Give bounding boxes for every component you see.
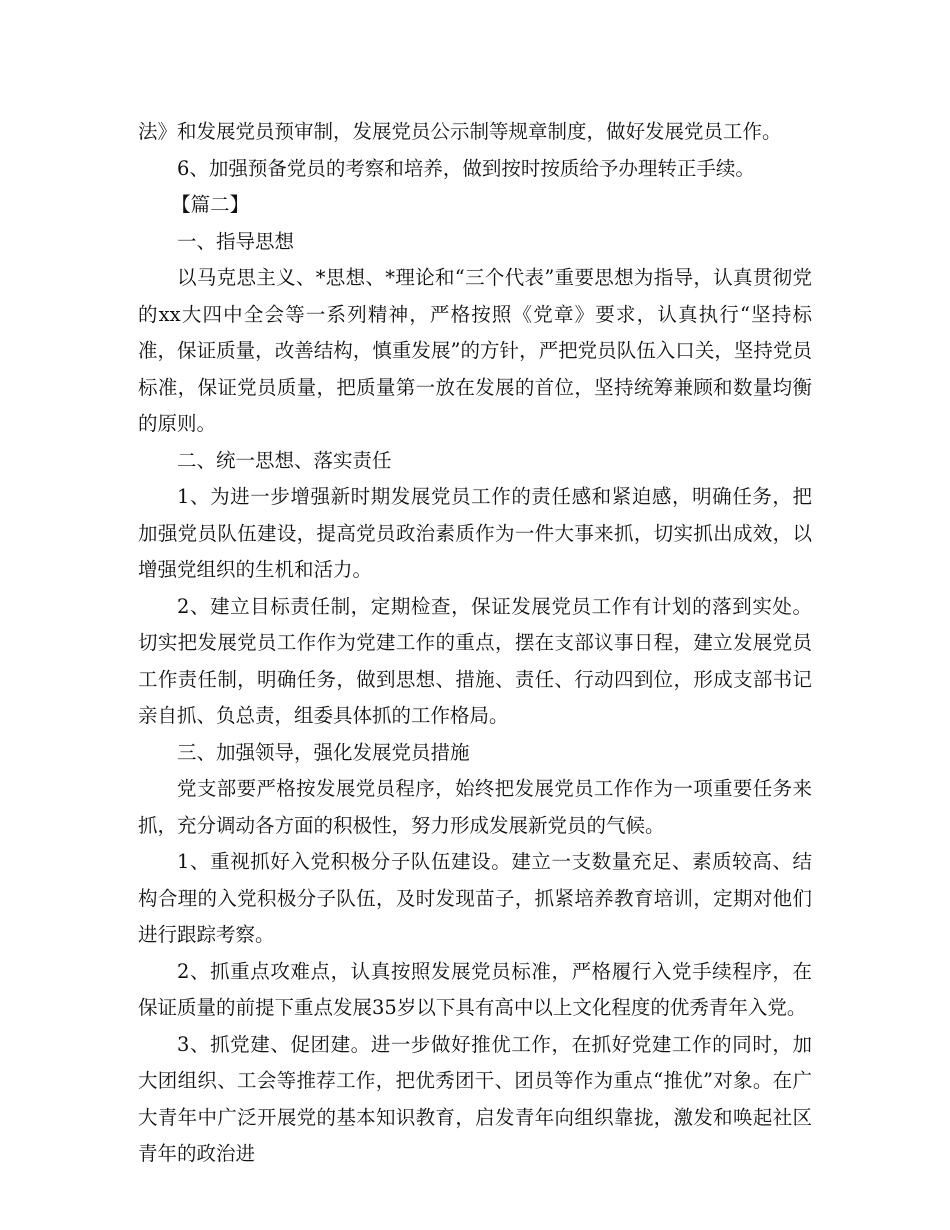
paragraph-item-6: 6、加强预备党员的考察和培养，做到按时按质给予办理转正手续。 (177, 156, 755, 180)
paragraph-party-branch: 党支部要严格按发展党员程序，始终把发展党员工作作为一项重要任务来抓，充分调动各方面的积极性，努力形成发展新党员的气候。 (138, 777, 812, 837)
paragraph-continued: 法》和发展党员预审制，发展党员公示制等规章制度，做好发展党员工作。 (138, 120, 782, 143)
heading-guiding-ideology: 一、指导思想 (177, 229, 295, 253)
section-title-part-two: 【篇二】 (171, 193, 250, 216)
document-body (138, 114, 812, 1173)
paragraph-league-building: 3、抓党建、促团建。进一步做好推优工作，在抓好党建工作的同时，加大团组织、工会等推荐工作，把优秀团干、团员等作为重点“推优”对象。在广大青年中广泛开展党的基本知识教育，启发青年向组织靠拢，激发和唤起社区青年的政治进 (138, 1032, 812, 1165)
heading-strengthen-leadership: 三、加强领导，强化发展党员措施 (177, 740, 470, 764)
paragraph-activists: 1、重视抓好入党积极分子队伍建设。建立一支数量充足、素质较高、结构合理的入党积极分子队伍，及时发现苗子，抓紧培养教育培训，定期对他们进行跟踪考察。 (138, 850, 812, 946)
heading-unify-thinking: 二、统一思想、落实责任 (177, 448, 392, 472)
paragraph-key-points: 2、抓重点攻难点，认真按照发展党员标准，严格履行入党手续程序，在保证质量的前提下重点发展35岁以下具有高中以上文化程度的优秀青年入党。 (138, 959, 812, 1019)
paragraph-guiding-ideology: 以马克思主义、*思想、*理论和“三个代表”重要思想为指导，认真贯彻党的xx大四中全会等一系列精神，严格按照《党章》要求，认真执行“坚持标准，保证质量，改善结构，慎重发展”的方针，严把党员队伍入口关，坚持党员标准，保证党员质量，把质量第一放在发展的首位，坚持统筹兼顾和数量均衡的原则。 (138, 266, 812, 435)
paragraph-item-1: 1、为进一步增强新时期发展党员工作的责任感和紧迫感，明确任务，把加强党员队伍建设，提高党员政治素质作为一件大事来抓，切实抓出成效，以增强党组织的生机和活力。 (138, 485, 812, 581)
paragraph-item-2: 2、建立目标责任制，定期检查，保证发展党员工作有计划的落到实处。切实把发展党员工作作为党建工作的重点，摆在支部议事日程，建立发展党员工作责任制，明确任务，做到思想、措施、责任、行动四到位，形成支部书记亲自抓、负总责，组委具体抓的工作格局。 (138, 594, 812, 727)
